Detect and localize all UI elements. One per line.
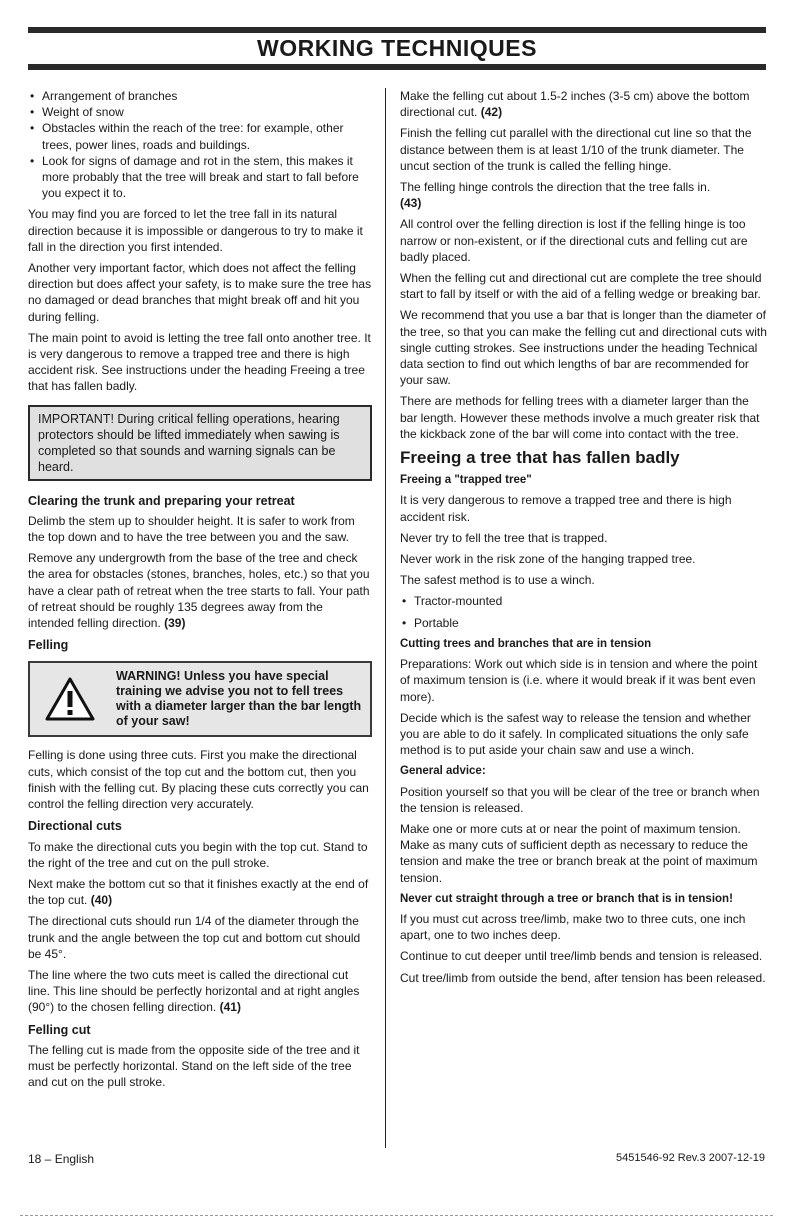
heading-felling-cut: Felling cut <box>28 1022 91 1037</box>
important-notice-text: IMPORTANT! During critical felling operations, hearing protectors should be lifted immediately when sawing is completed so that sounds and warning signals can be heard. <box>30 407 370 479</box>
figure-ref: (39) <box>164 616 186 631</box>
list-item: • Look for signs of damage and rot in the stem, this makes it more probably that the tree will break and start to fall before you expect it to. <box>28 153 372 202</box>
document-id: 5451546-92 Rev.3 2007-12-19 <box>615 1152 765 1164</box>
left-column <box>28 88 372 1095</box>
paragraph: When the felling cut and directional cut are complete the tree should start to fall by itself or with the aid of a felling wedge or breaking bar. <box>400 271 762 302</box>
heading-trapped-tree: Freeing a "trapped tree" <box>400 474 532 487</box>
paragraph: Delimb the stem up to shoulder height. It is safer to work from the top down and to have the tree between you and the saw. <box>28 513 355 545</box>
paragraph: All control over the felling direction is lost if the felling hinge is too narrow or non-existent, or if the directional cuts and felling cut are badly placed. <box>400 217 748 264</box>
warning-text: WARNING! Unless you have special training we advise you not to fell trees with a diameter larger than the bar length of your saw! <box>116 669 362 729</box>
figure-ref: (42) <box>480 105 503 120</box>
paragraph: Cut tree/limb from outside the bend, after tension has been released. <box>400 970 766 985</box>
paragraph: Felling is done using three cuts. First you make the directional cuts, which consist of the top cut and the bottom cut, then you finish with the felling cut. By placing these cuts correctly you can control the felling direction very accurately. <box>28 748 369 812</box>
heading-freeing-tree: Freeing a tree that has fallen badly <box>400 448 680 468</box>
header-rule-bottom <box>28 64 766 70</box>
paragraph: The main point to avoid is letting the tree fall onto another tree. It is very dangerous to remove a trapped tree and there is high accident risk. See instructions under the heading Freeing a tree that has fallen badly. <box>28 330 371 394</box>
paragraph: Decide which is the safest way to release the tension and whether you are able to do it safely. In complicated situations the only safe method is to put aside your chain saw and use a winch. <box>400 710 751 758</box>
footer-rule <box>20 1215 773 1217</box>
heading-never-cut: Never cut straight through a tree or branch that is in tension! <box>400 892 733 905</box>
paragraph: Finish the felling cut parallel with the directional cut line so that the distance between them is at least 1/10 of the trunk diameter. The uncut section of the trunk is called the felling hinge. <box>400 126 752 173</box>
paragraph: Remove any undergrowth from the base of the tree and check the area for obstacles (stones, branches, holes, etc.) so that you have a clear path of retreat when the tree starts to fall. Your path of retreat should be roughly 135 degrees away from the intended felling direction. (39) <box>28 551 370 631</box>
column-divider <box>385 88 386 1148</box>
paragraph: Preparations: Work out which side is in tension and where the point of maximum tension is (i.e. where it would break if it was bent even more). <box>400 657 758 704</box>
important-notice <box>28 405 372 481</box>
page-number: 18 – English <box>28 1152 95 1166</box>
paragraph: The safest method is to use a winch. <box>400 573 595 588</box>
warning-box <box>28 661 372 737</box>
paragraph: The felling cut is made from the opposite side of the tree and it must be perfectly horizontal. Stand on the left side of the tree and cut on the pull stroke. <box>28 1042 360 1090</box>
paragraph: Another very important factor, which does not affect the felling direction but does affect your safety, is to make sure the tree has no damaged or dead branches that might break off and hit you during felling. <box>28 261 372 324</box>
paragraph: You may find you are forced to let the tree fall in its natural direction because it is impossible or dangerous to try to make it fall in the direction you first intended. <box>28 207 363 254</box>
paragraph: Never work in the risk zone of the hanging trapped tree. <box>400 552 696 567</box>
list-item: • Portable <box>400 615 768 631</box>
list-item: • Obstacles within the reach of the tree: for example, other trees, power lines, roads and buildings. <box>28 120 372 152</box>
figure-ref: (40) <box>90 893 113 908</box>
right-column <box>400 88 768 991</box>
winch-list <box>400 593 768 630</box>
paragraph: Next make the bottom cut so that it finishes exactly at the end of the top cut. (40) <box>28 876 369 908</box>
paragraph: Make one or more cuts at or near the point of maximum tension. Make as many cuts of sufficient depth as necessary to reduce the tension and make the tree or branch break at the point of maximum tension. <box>400 821 758 885</box>
heading-general-advice: General advice: <box>400 765 486 778</box>
paragraph: The felling hinge controls the direction that the tree falls in. (43) <box>400 180 711 211</box>
list-item: • Weight of snow <box>28 104 372 120</box>
heading-clearing: Clearing the trunk and preparing your retreat <box>28 493 295 508</box>
heading-tension: Cutting trees and branches that are in tension <box>400 637 652 650</box>
paragraph: It is very dangerous to remove a trapped tree and there is high accident risk. <box>400 493 732 524</box>
paragraph: We recommend that you use a bar that is longer than the diameter of the tree, so that you can make the felling cut and directional cuts with single cutting strokes. See instructions under the heading Technical data section to find out which lengths of bar are recommended for your saw. <box>400 308 767 388</box>
paragraph: Continue to cut deeper until tree/limb bends and tension is released. <box>400 949 763 964</box>
list-item: • Tractor-mounted <box>400 593 768 609</box>
paragraph: The directional cuts should run 1/4 of the diameter through the trunk and the angle between the top cut and bottom cut should be 45°. <box>28 914 361 961</box>
paragraph: There are methods for felling trees with a diameter larger than the bar length. However these methods involve a much greater risk that the kickback zone of the bar will come into contact with the tree. <box>400 394 760 441</box>
paragraph: Make the felling cut about 1.5-2 inches (3-5 cm) above the bottom directional cut. (42) <box>400 89 750 120</box>
paragraph: Position yourself so that you will be clear of the tree or branch when the tension is released. <box>400 784 760 815</box>
paragraph: The line where the two cuts meet is called the directional cut line. This line should be perfectly horizontal and at right angles (90°) to the chosen felling direction. (41) <box>28 967 360 1015</box>
paragraph: If you must cut across tree/limb, make two to three cuts, one inch apart, one to two inches deep. <box>400 911 746 943</box>
figure-ref: (43) <box>400 196 422 211</box>
list-item: • Arrangement of branches <box>28 88 372 104</box>
page-title: WORKING TECHNIQUES <box>257 35 537 61</box>
warning-triangle-icon <box>38 676 102 722</box>
paragraph: Never try to fell the tree that is trapped. <box>400 530 608 545</box>
heading-directional-cuts: Directional cuts <box>28 819 122 834</box>
figure-ref: (41) <box>219 1000 241 1015</box>
heading-felling: Felling <box>28 638 69 653</box>
factor-list <box>28 88 372 201</box>
paragraph: To make the directional cuts you begin with the top cut. Stand to the right of the tree and cut on the pull stroke. <box>28 839 368 870</box>
